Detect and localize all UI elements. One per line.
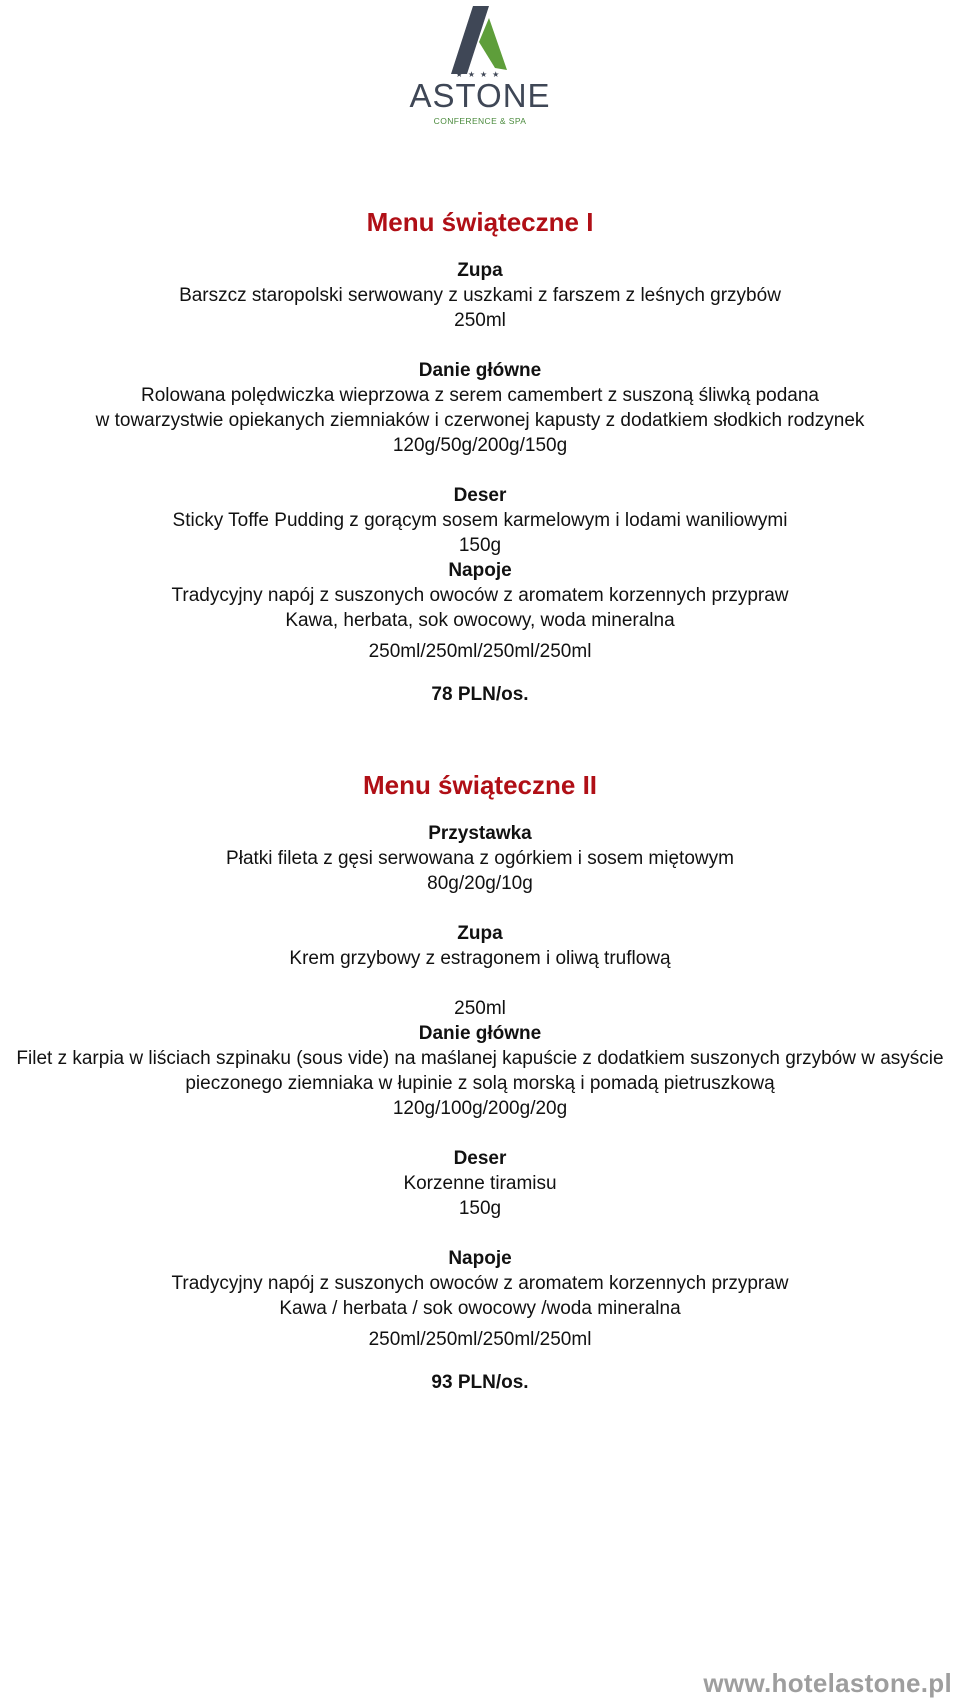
course-description: Tradycyjny napój z suszonych owoców z aromatem korzennych przypraw: [171, 585, 789, 606]
course-weight: 80g/20g/10g: [427, 873, 533, 894]
course-weight: 250ml/250ml/250ml/250ml: [368, 641, 592, 662]
course-heading-deser: Deser: [453, 485, 507, 506]
course-description: Sticky Toffe Pudding z gorącym sosem karmelowym i lodami waniliowymi: [172, 510, 788, 531]
course-weight: 120g/100g/200g/20g: [392, 1098, 568, 1119]
course-description: Filet z karpia w liściach szpinaku (sous vide) na maślanej kapuście z dodatkiem suszonych grzybów w asyście: [16, 1048, 944, 1069]
course-heading-danie: Danie główne: [418, 360, 542, 381]
logo-name: ASTONE: [409, 77, 551, 114]
menu-title: Menu świąteczne I: [366, 207, 594, 237]
menu-price: 78 PLN/os.: [431, 684, 529, 705]
course-weight: 150g: [458, 535, 502, 556]
course-description: Korzenne tiramisu: [403, 1173, 557, 1194]
course-weight: 150g: [458, 1198, 502, 1219]
astone-a-icon: [445, 4, 515, 76]
menu-section-2: [0, 770, 960, 1395]
course-heading-danie: Danie główne: [418, 1023, 542, 1044]
course-description: Kawa, herbata, sok owocowy, woda mineralna: [285, 610, 675, 631]
course-description: Płatki fileta z gęsi serwowana z ogórkiem i sosem miętowym: [226, 848, 734, 869]
course-description: w towarzystwie opiekanych ziemniaków i czerwonej kapusty z dodatkiem słodkich rodzynek: [95, 410, 865, 431]
course-heading-napoje: Napoje: [448, 1248, 512, 1269]
hotel-logo: [0, 4, 960, 150]
course-description: Tradycyjny napój z suszonych owoców z aromatem korzennych przypraw: [171, 1273, 789, 1294]
menu-title: Menu świąteczne II: [362, 770, 598, 800]
course-heading-deser: Deser: [453, 1148, 507, 1169]
course-description: Barszcz staropolski serwowany z uszkami z farszem z leśnych grzybów: [179, 285, 781, 306]
course-weight: 250ml: [454, 310, 506, 331]
logo-stars: ★★★★: [455, 70, 505, 79]
course-heading-zupa: Zupa: [457, 923, 503, 944]
course-description: pieczonego ziemniaka w łupinie z solą morską i pomadą pietruszkową: [185, 1073, 775, 1094]
course-weight: 250ml: [454, 998, 506, 1019]
course-description: Rolowana polędwiczka wieprzowa z serem camembert z suszoną śliwką podana: [141, 385, 819, 406]
menu-section-1: [0, 207, 960, 707]
website-url: www.hotelastone.pl: [703, 1668, 952, 1698]
course-description: Krem grzybowy z estragonem i oliwą truflową: [289, 948, 671, 969]
course-heading-napoje: Napoje: [448, 560, 512, 581]
course-description: Kawa / herbata / sok owocowy /woda mineralna: [279, 1298, 681, 1319]
course-heading-zupa: Zupa: [457, 260, 503, 281]
course-weight: 250ml/250ml/250ml/250ml: [368, 1329, 592, 1350]
logo-subtitle: CONFERENCE & SPA: [433, 116, 527, 126]
course-heading-przystawka: Przystawka: [428, 823, 532, 844]
course-weight: 120g/50g/200g/150g: [392, 435, 568, 456]
menu-price: 93 PLN/os.: [431, 1372, 529, 1393]
